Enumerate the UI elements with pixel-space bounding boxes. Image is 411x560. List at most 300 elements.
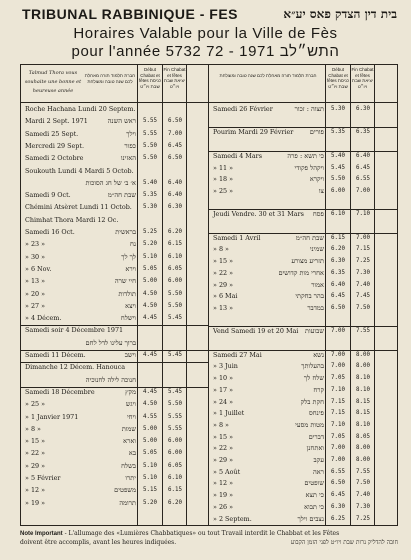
row-end-time: 7.30 [356, 269, 370, 276]
note-hebrew: חובה להדליק נרות שבת ויו״ט לפני הזמן הקבוע [290, 539, 398, 546]
right-head-hebrew: חברת תלמוד תורה מאחלת לכם שנה טובה ומוצלחת [219, 73, 317, 78]
table-row [209, 116, 398, 127]
row-parasha: יתרו [125, 474, 136, 482]
table-row [209, 139, 398, 150]
row-date: » 25 » [213, 186, 234, 195]
table-row [21, 399, 210, 410]
row-start-time: 5.30 [331, 106, 345, 112]
row-start-time: 5.55 [143, 118, 157, 125]
table-row [209, 244, 398, 255]
row-parasha: תרומה [119, 498, 136, 507]
row-end-time: 8.10 [356, 386, 370, 393]
schedule-table [20, 64, 398, 526]
row-start-time: 6.20 [331, 246, 345, 253]
row-start-time: 6.50 [331, 480, 345, 487]
table-row [209, 432, 398, 443]
row-date: » 19 » [25, 498, 46, 507]
schedule-left-column [21, 65, 209, 525]
row-date: Mercredi 29 Sept. [25, 141, 84, 150]
row-end-time: 8.00 [356, 445, 370, 452]
row-start-time: 4.45 [143, 352, 157, 358]
row-parasha: ברוך עלינו לדל לחם [85, 338, 136, 347]
row-date: Samedi 9 Oct. [25, 191, 71, 200]
row-end-time: 6.45 [356, 164, 370, 171]
table-row [209, 455, 398, 466]
row-parasha: וישב [124, 351, 136, 359]
row-start-time: 7.00 [331, 457, 345, 463]
row-date: » 19 » [213, 491, 234, 500]
row-end-time: 6.00 [168, 450, 182, 457]
table-row [21, 485, 210, 496]
row-parasha: כפור [124, 141, 136, 150]
row-end-time: 7.10 [356, 211, 370, 218]
row-parasha: פסח [312, 210, 324, 219]
page-title: Horaires Valable pour la Ville de Fès [73, 25, 338, 42]
row-parasha: שבת חה״מ [295, 233, 324, 242]
table-row [209, 420, 398, 431]
table-row [209, 514, 398, 525]
row-end-time: 7.50 [356, 480, 370, 487]
row-start-time: 5.20 [143, 241, 157, 248]
table-row [209, 163, 398, 174]
row-date: » 12 » [213, 479, 234, 488]
table-row [209, 151, 398, 162]
row-date: Pourim Mardi 29 Février [213, 128, 294, 137]
row-start-time: 4.45 [143, 315, 157, 322]
row-date: Samedi 4 Mars [213, 151, 262, 160]
table-row [21, 153, 210, 164]
row-start-time: 5.25 [143, 229, 157, 235]
row-parasha: ויקרא [309, 175, 324, 184]
note-text-2: doivent être accomplis, avant les heures indiquées. [20, 539, 177, 546]
row-start-time: 6.15 [331, 234, 345, 241]
row-start-time: 5.45 [331, 164, 345, 171]
row-end-time: 5.50 [168, 401, 182, 408]
row-start-time: 5.30 [143, 204, 157, 211]
right-head-end: Fin Chabat et fêtes יציאת שבת ויו״ט [351, 67, 374, 89]
table-row [209, 233, 398, 244]
row-end-time: 5.50 [168, 290, 182, 297]
row-end-time: 7.00 [356, 187, 370, 194]
right-head-start: Début Chabat et fêtes כניסת שבת ויו״ט [326, 67, 350, 89]
row-start-time: 6.50 [331, 304, 345, 311]
row-start-time: 6.40 [331, 281, 345, 288]
tribunal-title-french: TRIBUNAL RABBINIQUE - FES [22, 6, 239, 22]
row-start-time: 7.00 [331, 445, 345, 452]
row-parasha: קרח [313, 385, 324, 394]
row-start-time: 4.45 [143, 388, 157, 395]
row-parasha: וישלח [120, 314, 136, 323]
row-parasha: נשא [313, 350, 324, 359]
row-start-time: 5.50 [331, 176, 345, 183]
table-row [21, 116, 210, 127]
row-parasha: ואתחנן [306, 444, 324, 453]
row-end-time: 6.45 [168, 142, 182, 149]
row-start-time: 5.55 [143, 130, 157, 137]
row-date: » 26 » [213, 502, 234, 511]
row-date: » 13 » [213, 303, 234, 312]
row-start-time: 6.45 [331, 293, 345, 300]
row-end-time: 8.15 [356, 398, 370, 405]
left-head-greeting: Talmud Thora vous souhaite une bonne et heureuse année [24, 70, 82, 94]
row-start-time: 4.50 [143, 290, 157, 297]
row-end-time: 5.45 [168, 388, 182, 395]
row-end-time: 5.50 [168, 302, 182, 309]
row-start-time: 5.50 [143, 155, 157, 162]
table-row [209, 350, 398, 361]
row-parasha: תצוה : זכור [294, 105, 324, 113]
row-date: » 1 Juillet [213, 409, 245, 418]
table-row [21, 166, 210, 177]
table-row [21, 436, 210, 447]
row-parasha: א׳ ב׳ של חג הסוכות [85, 178, 136, 187]
note-text: - L'allumage des «Lumières Chabbatiques» ou tout Travail interdit le Chabbat et les Fêtes [64, 530, 340, 537]
table-row [21, 375, 210, 386]
table-row [209, 467, 398, 478]
table-row [21, 473, 210, 484]
row-date: » 22 » [213, 268, 234, 277]
row-end-time: 8.10 [356, 375, 370, 382]
table-row [21, 350, 210, 361]
row-date: » 2 Septem. [213, 514, 252, 523]
row-parasha: לך לך [121, 252, 136, 261]
row-date: » 13 » [25, 277, 46, 286]
table-row [21, 412, 210, 423]
row-date: Vend Samedi 19 et 20 Mai [213, 327, 299, 336]
row-parasha: ויגש [125, 400, 136, 409]
table-row [209, 174, 398, 185]
row-start-time: 5.00 [143, 278, 157, 285]
row-end-time: 5.55 [168, 413, 182, 420]
table-row [21, 239, 210, 250]
row-end-time: 8.00 [356, 351, 370, 358]
row-start-time: 5.00 [143, 438, 157, 445]
row-date: Samedi 18 Décembre [25, 387, 95, 396]
table-row [21, 129, 210, 140]
row-start-time: 4.55 [143, 413, 157, 420]
row-end-time: 7.30 [356, 503, 370, 510]
row-end-time: 6.40 [168, 179, 182, 186]
row-date: Samedi 1 Avril [213, 233, 261, 242]
row-parasha: האזינו [120, 154, 136, 163]
row-parasha: וילך [126, 129, 136, 138]
table-row [209, 385, 398, 396]
row-start-time: 5.05 [143, 450, 157, 457]
table-row [21, 276, 210, 287]
row-date: Samedi 25 Sept. [25, 129, 79, 138]
table-row [209, 198, 398, 209]
row-start-time: 7.15 [331, 410, 345, 417]
row-date: » 23 » [25, 240, 46, 249]
table-row [209, 209, 398, 220]
page-subtitle: pour l'année 5732 התש״לב 1971 - 72 [71, 43, 340, 60]
row-parasha: שבועות [305, 327, 324, 336]
row-date: » 22 » [213, 444, 234, 453]
row-start-time: 6.45 [331, 492, 345, 499]
row-end-time: 6.00 [168, 278, 182, 285]
row-end-time: 6.10 [168, 253, 182, 260]
row-start-time: 6.00 [331, 187, 345, 194]
row-end-time: 8.00 [356, 457, 370, 463]
table-row [21, 289, 210, 300]
schedule-right-column [209, 65, 397, 525]
row-end-time: 8.15 [356, 410, 370, 417]
row-parasha: ויצא [125, 301, 136, 310]
row-end-time: 6.10 [168, 475, 182, 481]
row-end-time: 5.45 [168, 352, 182, 358]
table-row [209, 478, 398, 489]
row-parasha: פינחס [309, 409, 324, 418]
row-start-time: 6.55 [331, 468, 345, 475]
row-date: » 20 » [25, 289, 46, 298]
table-row [209, 186, 398, 197]
row-parasha: מטות מסעי [295, 420, 324, 429]
row-date: Chémini Atsèret Lundi 11 Octob. [25, 203, 132, 212]
row-date: » 17 » [213, 385, 234, 394]
row-end-time: 6.40 [356, 152, 370, 159]
row-parasha: אמור [311, 280, 324, 289]
row-date: » 15 » [213, 257, 234, 266]
row-parasha: שבת חה״מ [107, 191, 136, 200]
row-parasha: שמיני [309, 245, 324, 254]
row-end-time: 7.00 [356, 234, 370, 241]
row-end-time: 6.05 [168, 462, 182, 469]
row-end-time: 6.35 [356, 129, 370, 136]
row-end-time: 6.50 [168, 118, 182, 125]
row-start-time: 7.10 [331, 421, 345, 428]
row-start-time: 5.10 [143, 462, 157, 469]
table-row [21, 178, 210, 189]
row-end-time: 6.30 [168, 204, 182, 211]
table-row [209, 268, 398, 279]
table-row [209, 373, 398, 384]
row-date: Samedi 11 Décem. [25, 351, 86, 359]
row-parasha: מקץ [125, 387, 136, 396]
table-row [21, 202, 210, 213]
row-date: » 29 » [213, 280, 234, 289]
row-parasha: נח [129, 240, 136, 249]
table-row [209, 361, 398, 372]
left-head-end: Fin Chabat et fêtes יציאת שבת ויו״ט [163, 67, 186, 89]
row-end-time: 6.40 [168, 192, 182, 199]
row-end-time: 7.55 [356, 328, 370, 335]
row-start-time: 5.35 [331, 129, 345, 136]
row-start-time: 5.40 [143, 179, 157, 186]
table-row [21, 215, 210, 226]
row-date: » 11 » [213, 163, 234, 172]
row-start-time: 4.50 [143, 302, 157, 309]
row-parasha: וירא [125, 264, 136, 273]
row-start-time: 5.35 [143, 192, 157, 199]
table-row [209, 303, 398, 314]
table-row [21, 190, 210, 201]
row-date: » 6 Mai [213, 292, 238, 301]
table-row [21, 313, 210, 324]
row-start-time: 5.50 [143, 142, 157, 149]
row-start-time: 7.05 [331, 433, 345, 440]
row-date: Samedi 27 Mai [213, 350, 262, 359]
row-start-time: 7.05 [331, 375, 345, 382]
row-end-time: 7.15 [356, 246, 370, 253]
header-bar [22, 5, 397, 23]
row-end-time: 6.30 [356, 106, 370, 112]
left-head-start: Début Chabat et fêtes כניסת שבת ויו״ט [138, 67, 162, 89]
table-row [21, 301, 210, 312]
table-row [21, 104, 210, 115]
table-row [209, 104, 398, 115]
row-start-time: 7.10 [331, 386, 345, 393]
row-parasha: ויקהל פקודי [294, 163, 324, 172]
table-row [21, 424, 210, 435]
row-parasha: תזריע מצורע [291, 257, 324, 266]
table-row [209, 291, 398, 302]
row-parasha: משפטים [114, 486, 136, 495]
row-date: » 24 » [213, 397, 234, 406]
row-start-time: 6.10 [331, 211, 345, 218]
row-date: » 4 Décem. [25, 314, 62, 323]
row-parasha: בהר בחקתי [295, 292, 324, 301]
row-date: Roche Hachana Lundi 20 Septem. [25, 105, 136, 113]
table-row [21, 325, 210, 336]
row-date: » 18 » [213, 175, 234, 184]
row-end-time: 6.00 [168, 438, 182, 445]
row-date: Dimanche 12 Décem. Hanouca [25, 363, 126, 372]
row-end-time: 6.50 [168, 155, 182, 162]
table-row [21, 362, 210, 373]
row-end-time: 7.25 [356, 515, 370, 522]
row-date: Jeudi Vendre. 30 et 31 Mars [213, 210, 304, 219]
row-end-time: 7.00 [168, 130, 182, 137]
row-parasha: כי תשא : פרה [287, 151, 324, 160]
row-date: » 5 Février [25, 474, 61, 482]
row-start-time: 7.15 [331, 398, 345, 405]
table-row [209, 221, 398, 232]
row-date: Mardi 2 Sept. 1971 [25, 117, 88, 126]
row-parasha: ראש השנה [107, 117, 136, 126]
row-start-time: 7.00 [331, 328, 345, 335]
table-row [209, 315, 398, 326]
left-head-hebrew: חברת תלמוד תורה מאחלת לכם שנה טובה ומוצלחת [84, 73, 136, 84]
table-row [209, 256, 398, 267]
row-parasha: כי תבוא [304, 502, 324, 511]
table-row [209, 397, 398, 408]
row-end-time: 6.15 [168, 487, 182, 494]
row-date: Soukouth Lundi 4 Mardi 5 Octob. [25, 166, 134, 175]
row-end-time: 5.55 [168, 425, 182, 432]
note-label: Note Important [20, 531, 63, 537]
row-parasha: אחרי מות קדושים [278, 268, 324, 277]
row-end-time: 7.45 [356, 293, 370, 300]
row-end-time: 6.55 [356, 176, 370, 183]
table-row [21, 141, 210, 152]
table-row [209, 127, 398, 138]
row-date: Samedi soir 4 Décembre 1971 [25, 326, 124, 335]
table-row [209, 408, 398, 419]
row-parasha: במדבר [307, 303, 324, 312]
row-parasha: תולדות [118, 289, 136, 298]
row-date: » 3 Juin [213, 362, 238, 371]
row-start-time: 5.15 [143, 487, 157, 494]
row-start-time: 5.10 [143, 253, 157, 260]
table-row [21, 264, 210, 275]
table-row [21, 252, 210, 263]
row-date: » 8 » [213, 245, 229, 254]
table-row [209, 502, 398, 513]
row-date: » 6 Nov. [25, 264, 52, 273]
row-start-time: 4.50 [143, 401, 157, 408]
row-parasha: בהעלותך [301, 362, 324, 371]
row-parasha: ויחי [126, 412, 136, 421]
row-date: Samedi 26 Février [213, 105, 273, 113]
table-row [209, 326, 398, 337]
row-parasha: חיי שרה [114, 277, 136, 286]
row-parasha: כי תצא [305, 491, 324, 500]
row-end-time: 7.40 [356, 281, 370, 288]
row-start-time: 5.20 [143, 499, 157, 506]
row-parasha: צו [318, 186, 324, 195]
table-row [21, 227, 210, 238]
row-start-time: 5.05 [143, 265, 157, 272]
table-row [209, 490, 398, 501]
row-start-time: 7.00 [331, 351, 345, 358]
row-date: » 22 » [25, 449, 46, 458]
row-date: » 12 » [25, 486, 46, 495]
row-date: » 29 » [213, 456, 234, 464]
row-parasha: בראשית [115, 228, 136, 236]
row-end-time: 7.50 [356, 304, 370, 311]
table-row [209, 338, 398, 349]
row-date: Samedi 2 Octobre [25, 154, 84, 163]
row-start-time: 5.10 [143, 475, 157, 481]
row-start-time: 6.30 [331, 258, 345, 265]
row-date: » 10 » [213, 374, 234, 383]
row-date: » 1 Janvier 1971 [25, 412, 79, 421]
row-parasha: שופטים [304, 479, 324, 488]
row-date: » 25 » [25, 400, 46, 409]
row-parasha: שמות [121, 424, 136, 433]
row-end-time: 6.20 [168, 229, 182, 235]
row-start-time: 6.35 [331, 269, 345, 276]
row-parasha: חנוכה לילה לחנוכיה [85, 375, 136, 384]
row-parasha: נצבים וילך [297, 514, 324, 523]
row-start-time: 5.00 [143, 425, 157, 432]
row-parasha: בא [128, 449, 136, 458]
row-end-time: 8.10 [356, 421, 370, 428]
table-row [21, 387, 210, 398]
row-date: Chimhat Thora Mardi 12 Oc. [25, 215, 119, 224]
table-row [209, 280, 398, 291]
row-date: » 5 Août [213, 467, 241, 476]
row-parasha: פורים [309, 128, 324, 137]
row-date: » 27 » [25, 301, 46, 310]
row-date: » 15 » [213, 432, 234, 441]
row-end-time: 8.05 [356, 433, 370, 440]
row-start-time: 7.00 [331, 363, 345, 370]
row-end-time: 7.40 [356, 492, 370, 499]
table-row [21, 498, 210, 509]
row-parasha: וארא [123, 437, 136, 446]
table-row [209, 443, 398, 454]
important-note-line2 [20, 538, 398, 547]
table-row [21, 448, 210, 459]
row-date: » 29 » [25, 461, 46, 470]
row-date: » 8 » [213, 420, 229, 429]
row-start-time: 5.40 [331, 152, 345, 159]
row-end-time: 8.00 [356, 363, 370, 370]
row-end-time: 6.20 [168, 499, 182, 506]
row-parasha: שלח לך [303, 374, 324, 383]
row-end-time: 6.15 [168, 241, 182, 248]
